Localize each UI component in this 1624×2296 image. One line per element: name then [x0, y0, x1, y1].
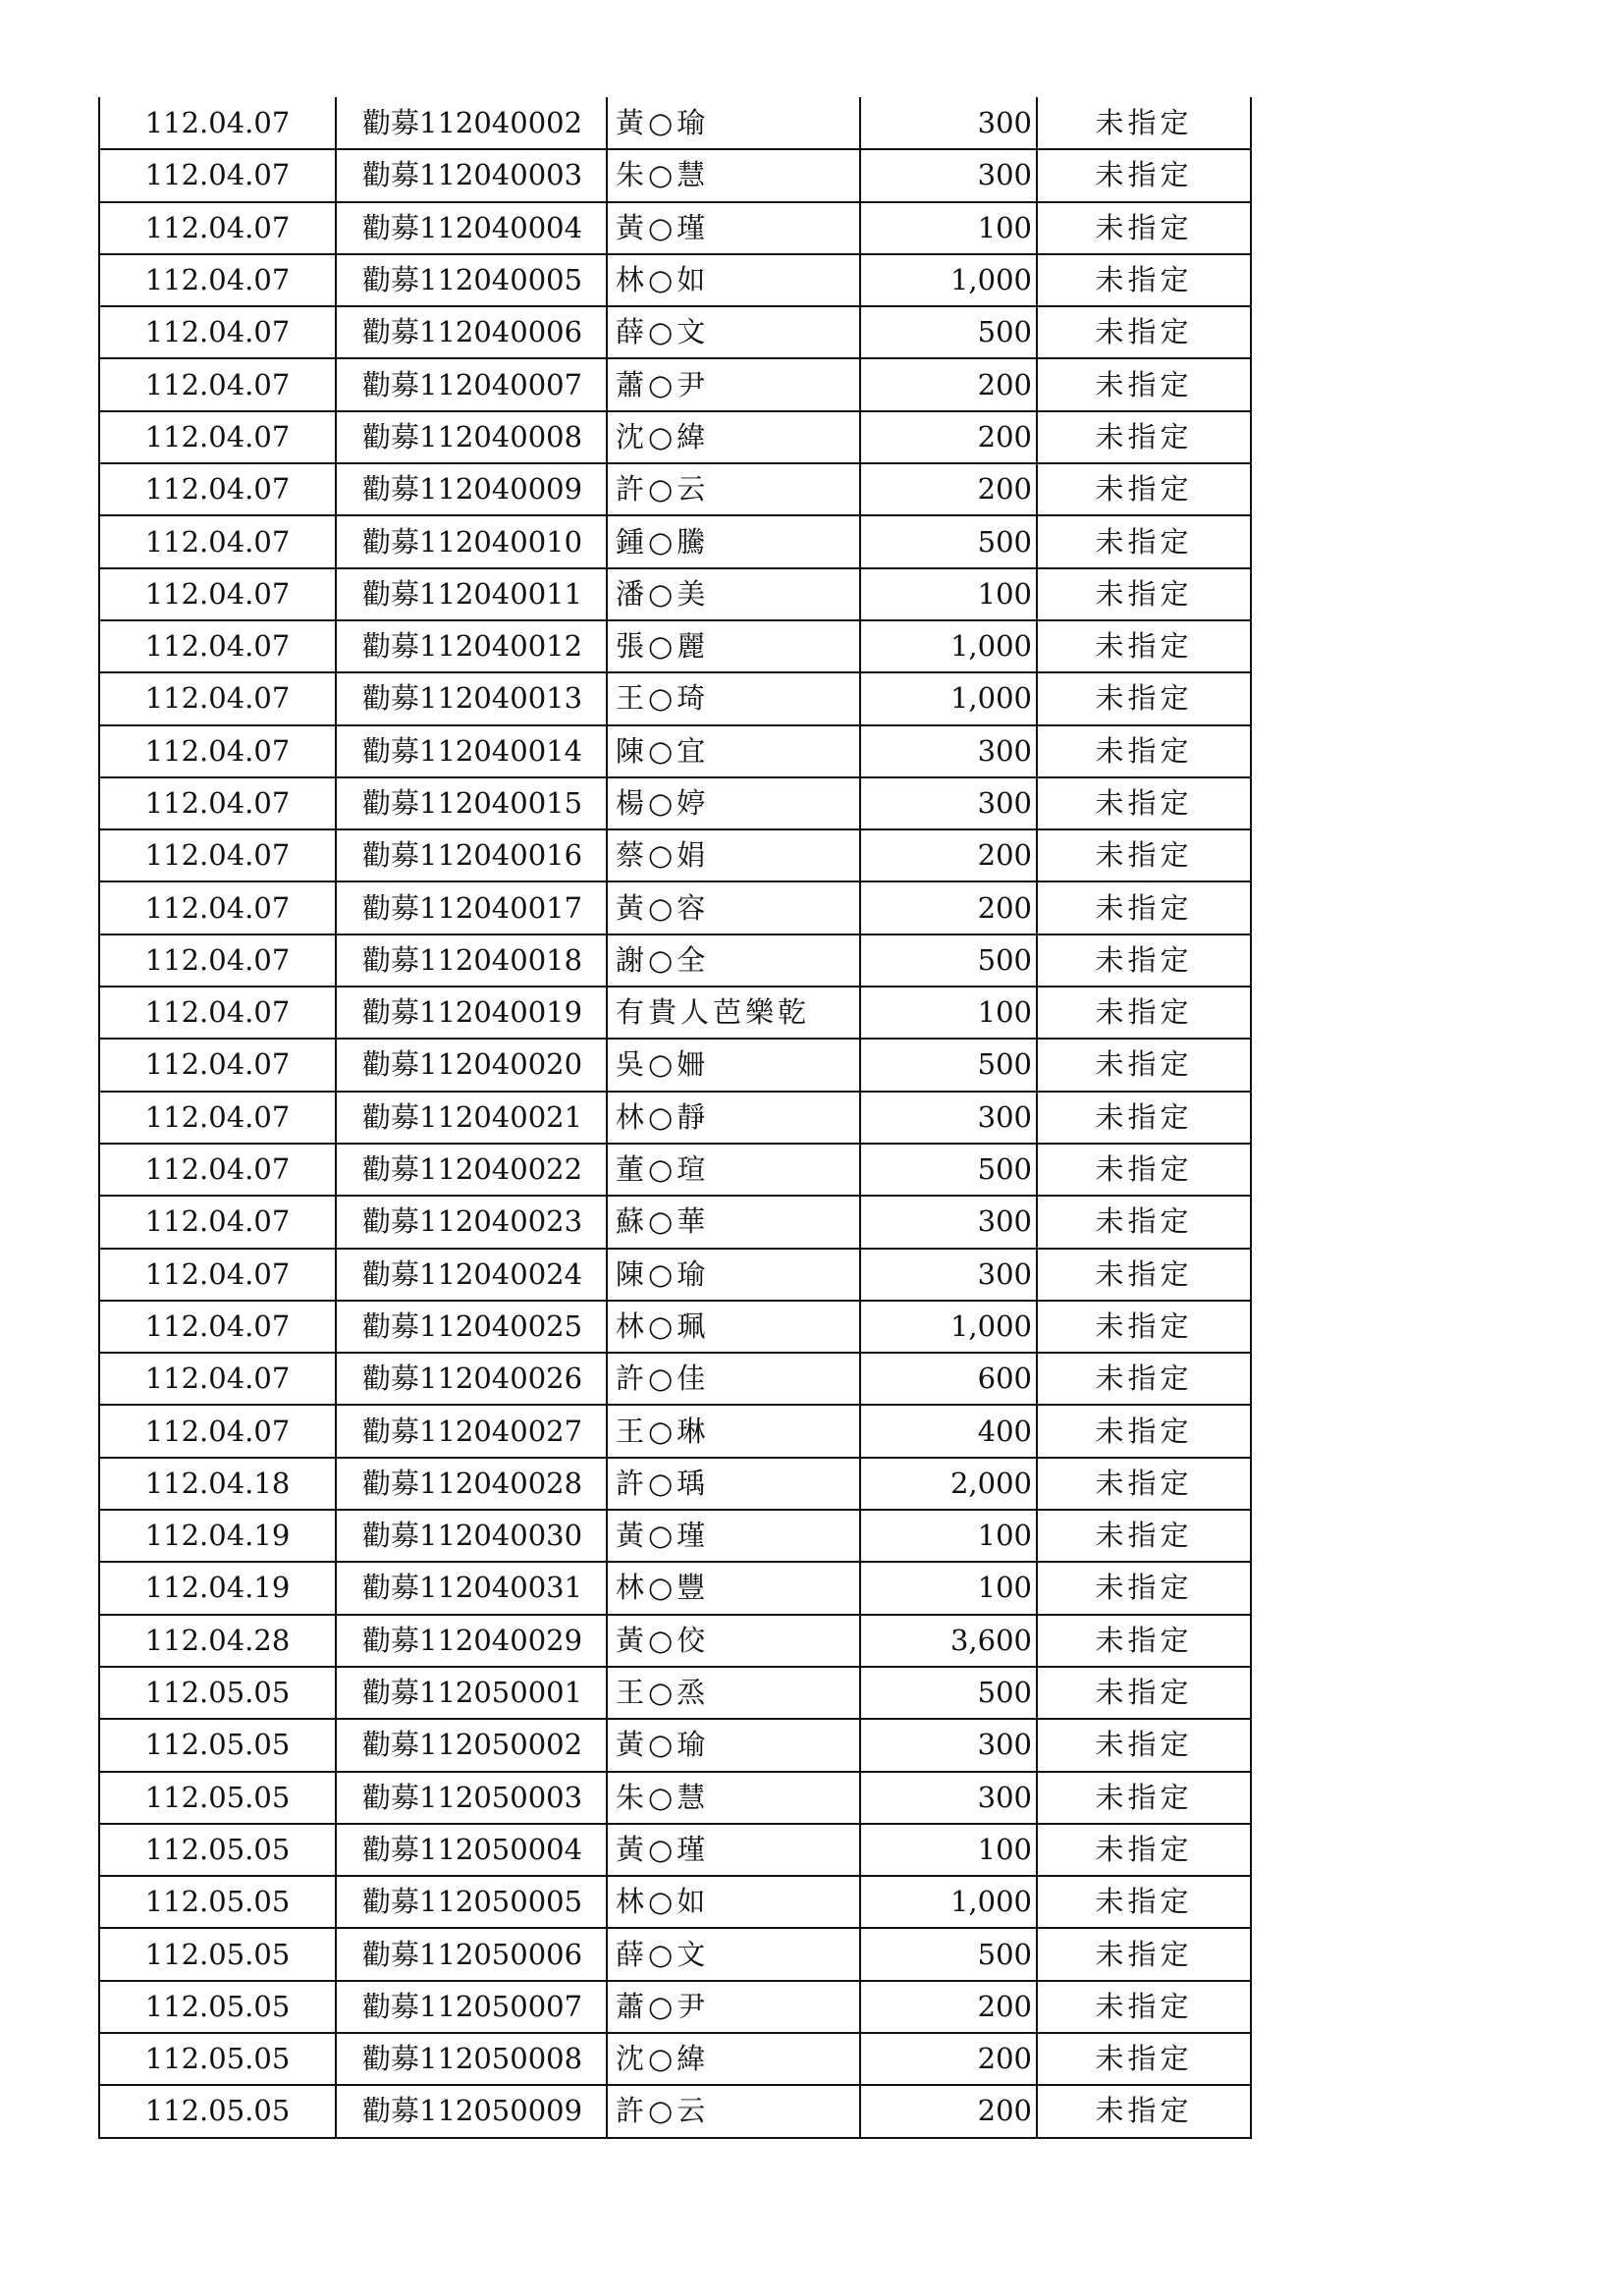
table-row [99, 1039, 1251, 1091]
donor-name-cell: 薛○文 [607, 306, 860, 358]
date-cell: 112.04.07 [99, 411, 336, 463]
table-row [99, 1615, 1251, 1667]
purpose-cell: 未指定 [1037, 672, 1251, 724]
table-row [99, 1510, 1251, 1562]
table-row [99, 829, 1251, 881]
table-row [99, 1562, 1251, 1614]
purpose-cell: 未指定 [1037, 1876, 1251, 1928]
receipt-number-cell: 勸募112050001 [336, 1667, 607, 1719]
purpose-cell: 未指定 [1037, 1772, 1251, 1824]
amount-cell: 1,000 [860, 1876, 1037, 1928]
purpose-cell: 未指定 [1037, 202, 1251, 254]
table-row [99, 1824, 1251, 1876]
donor-name-cell: 許○云 [607, 463, 860, 515]
donor-name-cell: 謝○全 [607, 934, 860, 987]
table-row [99, 254, 1251, 306]
amount-cell: 1,000 [860, 254, 1037, 306]
receipt-number-cell: 勸募112050003 [336, 1772, 607, 1824]
receipt-number-cell: 勸募112050009 [336, 2085, 607, 2137]
amount-cell: 100 [860, 1824, 1037, 1876]
date-cell: 112.04.07 [99, 1039, 336, 1091]
donor-name-cell: 蕭○尹 [607, 1981, 860, 2033]
table-row [99, 1928, 1251, 1980]
date-cell: 112.05.05 [99, 2085, 336, 2137]
table-row [99, 358, 1251, 410]
date-cell: 112.04.19 [99, 1510, 336, 1562]
table-row [99, 1981, 1251, 2033]
date-cell: 112.04.07 [99, 777, 336, 829]
date-cell: 112.04.07 [99, 1196, 336, 1248]
date-cell: 112.04.07 [99, 149, 336, 201]
date-cell: 112.04.07 [99, 1249, 336, 1301]
donor-name-cell: 沈○緯 [607, 2033, 860, 2085]
purpose-cell: 未指定 [1037, 620, 1251, 672]
table-row [99, 1458, 1251, 1510]
purpose-cell: 未指定 [1037, 306, 1251, 358]
date-cell: 112.04.07 [99, 463, 336, 515]
receipt-number-cell: 勸募112040004 [336, 202, 607, 254]
purpose-cell: 未指定 [1037, 934, 1251, 987]
table-row [99, 202, 1251, 254]
receipt-number-cell: 勸募112050002 [336, 1719, 607, 1771]
amount-cell: 1,000 [860, 672, 1037, 724]
date-cell: 112.05.05 [99, 1667, 336, 1719]
receipt-number-cell: 勸募112040020 [336, 1039, 607, 1091]
amount-cell: 500 [860, 1144, 1037, 1196]
date-cell: 112.04.07 [99, 515, 336, 567]
purpose-cell: 未指定 [1037, 1510, 1251, 1562]
receipt-number-cell: 勸募112040027 [336, 1405, 607, 1457]
table-row [99, 1353, 1251, 1405]
donor-name-cell: 黃○瑾 [607, 202, 860, 254]
purpose-cell: 未指定 [1037, 1196, 1251, 1248]
purpose-cell: 未指定 [1037, 1249, 1251, 1301]
date-cell: 112.05.05 [99, 2033, 336, 2085]
date-cell: 112.04.07 [99, 725, 336, 777]
receipt-number-cell: 勸募112040024 [336, 1249, 607, 1301]
donor-name-cell: 王○烝 [607, 1667, 860, 1719]
date-cell: 112.04.28 [99, 1615, 336, 1667]
purpose-cell: 未指定 [1037, 1405, 1251, 1457]
receipt-number-cell: 勸募112040030 [336, 1510, 607, 1562]
amount-cell: 3,600 [860, 1615, 1037, 1667]
amount-cell: 100 [860, 1510, 1037, 1562]
purpose-cell: 未指定 [1037, 1824, 1251, 1876]
purpose-cell: 未指定 [1037, 829, 1251, 881]
donor-name-cell: 朱○慧 [607, 1772, 860, 1824]
table-row [99, 1667, 1251, 1719]
donor-name-cell: 黃○瑜 [607, 97, 860, 149]
receipt-number-cell: 勸募112040012 [336, 620, 607, 672]
table-row [99, 881, 1251, 934]
date-cell: 112.04.07 [99, 568, 336, 620]
donor-name-cell: 陳○宜 [607, 725, 860, 777]
date-cell: 112.04.18 [99, 1458, 336, 1510]
table-row [99, 2033, 1251, 2085]
date-cell: 112.04.07 [99, 620, 336, 672]
table-row [99, 1405, 1251, 1457]
purpose-cell: 未指定 [1037, 97, 1251, 149]
table-row [99, 306, 1251, 358]
receipt-number-cell: 勸募112040026 [336, 1353, 607, 1405]
amount-cell: 100 [860, 568, 1037, 620]
date-cell: 112.04.07 [99, 358, 336, 410]
table-row [99, 515, 1251, 567]
table-row [99, 725, 1251, 777]
amount-cell: 500 [860, 515, 1037, 567]
table-row [99, 1301, 1251, 1353]
table-row [99, 934, 1251, 987]
receipt-number-cell: 勸募112040014 [336, 725, 607, 777]
purpose-cell: 未指定 [1037, 1615, 1251, 1667]
table-row [99, 1876, 1251, 1928]
amount-cell: 300 [860, 149, 1037, 201]
date-cell: 112.04.07 [99, 1353, 336, 1405]
amount-cell: 300 [860, 1249, 1037, 1301]
date-cell: 112.05.05 [99, 1824, 336, 1876]
date-cell: 112.04.07 [99, 934, 336, 987]
amount-cell: 200 [860, 411, 1037, 463]
date-cell: 112.04.07 [99, 97, 336, 149]
donor-name-cell: 蔡○娟 [607, 829, 860, 881]
donor-name-cell: 陳○瑜 [607, 1249, 860, 1301]
amount-cell: 300 [860, 1092, 1037, 1144]
receipt-number-cell: 勸募112040017 [336, 881, 607, 934]
table-row [99, 1772, 1251, 1824]
donor-name-cell: 朱○慧 [607, 149, 860, 201]
receipt-number-cell: 勸募112040019 [336, 987, 607, 1039]
purpose-cell: 未指定 [1037, 1928, 1251, 1980]
amount-cell: 2,000 [860, 1458, 1037, 1510]
donor-name-cell: 吳○姍 [607, 1039, 860, 1091]
table-row [99, 149, 1251, 201]
receipt-number-cell: 勸募112040022 [336, 1144, 607, 1196]
purpose-cell: 未指定 [1037, 1301, 1251, 1353]
receipt-number-cell: 勸募112040016 [336, 829, 607, 881]
donor-name-cell: 董○瑄 [607, 1144, 860, 1196]
amount-cell: 300 [860, 1196, 1037, 1248]
donor-name-cell: 林○珮 [607, 1301, 860, 1353]
receipt-number-cell: 勸募112040023 [336, 1196, 607, 1248]
receipt-number-cell: 勸募112040002 [336, 97, 607, 149]
amount-cell: 300 [860, 97, 1037, 149]
donor-name-cell: 許○瑀 [607, 1458, 860, 1510]
date-cell: 112.04.07 [99, 829, 336, 881]
donor-name-cell: 王○琳 [607, 1405, 860, 1457]
amount-cell: 1,000 [860, 620, 1037, 672]
date-cell: 112.04.07 [99, 1092, 336, 1144]
donor-name-cell: 林○如 [607, 254, 860, 306]
donation-ledger-table [98, 97, 1252, 2139]
amount-cell: 200 [860, 358, 1037, 410]
date-cell: 112.04.07 [99, 987, 336, 1039]
date-cell: 112.05.05 [99, 1928, 336, 1980]
purpose-cell: 未指定 [1037, 881, 1251, 934]
donor-name-cell: 楊○婷 [607, 777, 860, 829]
ledger-body [99, 97, 1251, 2138]
date-cell: 112.04.07 [99, 672, 336, 724]
amount-cell: 200 [860, 1981, 1037, 2033]
purpose-cell: 未指定 [1037, 987, 1251, 1039]
amount-cell: 300 [860, 1719, 1037, 1771]
donor-name-cell: 黃○容 [607, 881, 860, 934]
donor-name-cell: 有貴人芭樂乾 [607, 987, 860, 1039]
table-row [99, 1249, 1251, 1301]
purpose-cell: 未指定 [1037, 358, 1251, 410]
receipt-number-cell: 勸募112040005 [336, 254, 607, 306]
amount-cell: 200 [860, 2033, 1037, 2085]
date-cell: 112.05.05 [99, 1719, 336, 1771]
amount-cell: 100 [860, 202, 1037, 254]
purpose-cell: 未指定 [1037, 2033, 1251, 2085]
donor-name-cell: 沈○緯 [607, 411, 860, 463]
donor-name-cell: 林○靜 [607, 1092, 860, 1144]
donor-name-cell: 王○琦 [607, 672, 860, 724]
donor-name-cell: 林○如 [607, 1876, 860, 1928]
receipt-number-cell: 勸募112040018 [336, 934, 607, 987]
receipt-number-cell: 勸募112040006 [336, 306, 607, 358]
donor-name-cell: 薛○文 [607, 1928, 860, 1980]
receipt-number-cell: 勸募112040025 [336, 1301, 607, 1353]
date-cell: 112.04.07 [99, 1144, 336, 1196]
receipt-number-cell: 勸募112040031 [336, 1562, 607, 1614]
receipt-number-cell: 勸募112040007 [336, 358, 607, 410]
amount-cell: 100 [860, 987, 1037, 1039]
receipt-number-cell: 勸募112040028 [336, 1458, 607, 1510]
receipt-number-cell: 勸募112050004 [336, 1824, 607, 1876]
purpose-cell: 未指定 [1037, 515, 1251, 567]
amount-cell: 500 [860, 1039, 1037, 1091]
purpose-cell: 未指定 [1037, 1039, 1251, 1091]
table-row [99, 1196, 1251, 1248]
receipt-number-cell: 勸募112040011 [336, 568, 607, 620]
amount-cell: 200 [860, 881, 1037, 934]
receipt-number-cell: 勸募112050005 [336, 1876, 607, 1928]
date-cell: 112.04.07 [99, 1405, 336, 1457]
purpose-cell: 未指定 [1037, 411, 1251, 463]
amount-cell: 300 [860, 777, 1037, 829]
receipt-number-cell: 勸募112040013 [336, 672, 607, 724]
amount-cell: 200 [860, 2085, 1037, 2137]
table-row [99, 987, 1251, 1039]
amount-cell: 1,000 [860, 1301, 1037, 1353]
donor-name-cell: 黃○瑾 [607, 1824, 860, 1876]
donor-name-cell: 張○麗 [607, 620, 860, 672]
donor-name-cell: 黃○瑾 [607, 1510, 860, 1562]
purpose-cell: 未指定 [1037, 1144, 1251, 1196]
receipt-number-cell: 勸募112040009 [336, 463, 607, 515]
donor-name-cell: 蕭○尹 [607, 358, 860, 410]
table-row [99, 463, 1251, 515]
receipt-number-cell: 勸募112050008 [336, 2033, 607, 2085]
amount-cell: 500 [860, 1928, 1037, 1980]
table-row [99, 1144, 1251, 1196]
purpose-cell: 未指定 [1037, 254, 1251, 306]
donor-name-cell: 潘○美 [607, 568, 860, 620]
purpose-cell: 未指定 [1037, 1562, 1251, 1614]
table-row [99, 411, 1251, 463]
receipt-number-cell: 勸募112040015 [336, 777, 607, 829]
receipt-number-cell: 勸募112040029 [336, 1615, 607, 1667]
purpose-cell: 未指定 [1037, 568, 1251, 620]
amount-cell: 300 [860, 725, 1037, 777]
date-cell: 112.05.05 [99, 1772, 336, 1824]
table-row [99, 1092, 1251, 1144]
donor-name-cell: 許○云 [607, 2085, 860, 2137]
amount-cell: 600 [860, 1353, 1037, 1405]
date-cell: 112.04.19 [99, 1562, 336, 1614]
purpose-cell: 未指定 [1037, 1353, 1251, 1405]
amount-cell: 100 [860, 1562, 1037, 1614]
receipt-number-cell: 勸募112040008 [336, 411, 607, 463]
amount-cell: 500 [860, 1667, 1037, 1719]
donor-name-cell: 許○佳 [607, 1353, 860, 1405]
receipt-number-cell: 勸募112050006 [336, 1928, 607, 1980]
donor-name-cell: 黃○佼 [607, 1615, 860, 1667]
purpose-cell: 未指定 [1037, 1092, 1251, 1144]
date-cell: 112.04.07 [99, 254, 336, 306]
amount-cell: 200 [860, 463, 1037, 515]
table-row [99, 568, 1251, 620]
donor-name-cell: 蘇○華 [607, 1196, 860, 1248]
purpose-cell: 未指定 [1037, 1458, 1251, 1510]
date-cell: 112.04.07 [99, 881, 336, 934]
purpose-cell: 未指定 [1037, 1667, 1251, 1719]
amount-cell: 400 [860, 1405, 1037, 1457]
purpose-cell: 未指定 [1037, 1719, 1251, 1771]
table-row [99, 1719, 1251, 1771]
table-row [99, 777, 1251, 829]
purpose-cell: 未指定 [1037, 463, 1251, 515]
table-row [99, 620, 1251, 672]
receipt-number-cell: 勸募112050007 [336, 1981, 607, 2033]
date-cell: 112.05.05 [99, 1981, 336, 2033]
receipt-number-cell: 勸募112040003 [336, 149, 607, 201]
amount-cell: 300 [860, 1772, 1037, 1824]
purpose-cell: 未指定 [1037, 149, 1251, 201]
purpose-cell: 未指定 [1037, 777, 1251, 829]
purpose-cell: 未指定 [1037, 725, 1251, 777]
amount-cell: 200 [860, 829, 1037, 881]
purpose-cell: 未指定 [1037, 1981, 1251, 2033]
amount-cell: 500 [860, 934, 1037, 987]
donor-name-cell: 林○豐 [607, 1562, 860, 1614]
date-cell: 112.04.07 [99, 202, 336, 254]
donor-name-cell: 黃○瑜 [607, 1719, 860, 1771]
table-row [99, 2085, 1251, 2137]
receipt-number-cell: 勸募112040021 [336, 1092, 607, 1144]
date-cell: 112.04.07 [99, 306, 336, 358]
donor-name-cell: 鍾○騰 [607, 515, 860, 567]
date-cell: 112.04.07 [99, 1301, 336, 1353]
table-row [99, 672, 1251, 724]
receipt-number-cell: 勸募112040010 [336, 515, 607, 567]
purpose-cell: 未指定 [1037, 2085, 1251, 2137]
amount-cell: 500 [860, 306, 1037, 358]
table-row [99, 97, 1251, 149]
date-cell: 112.05.05 [99, 1876, 336, 1928]
